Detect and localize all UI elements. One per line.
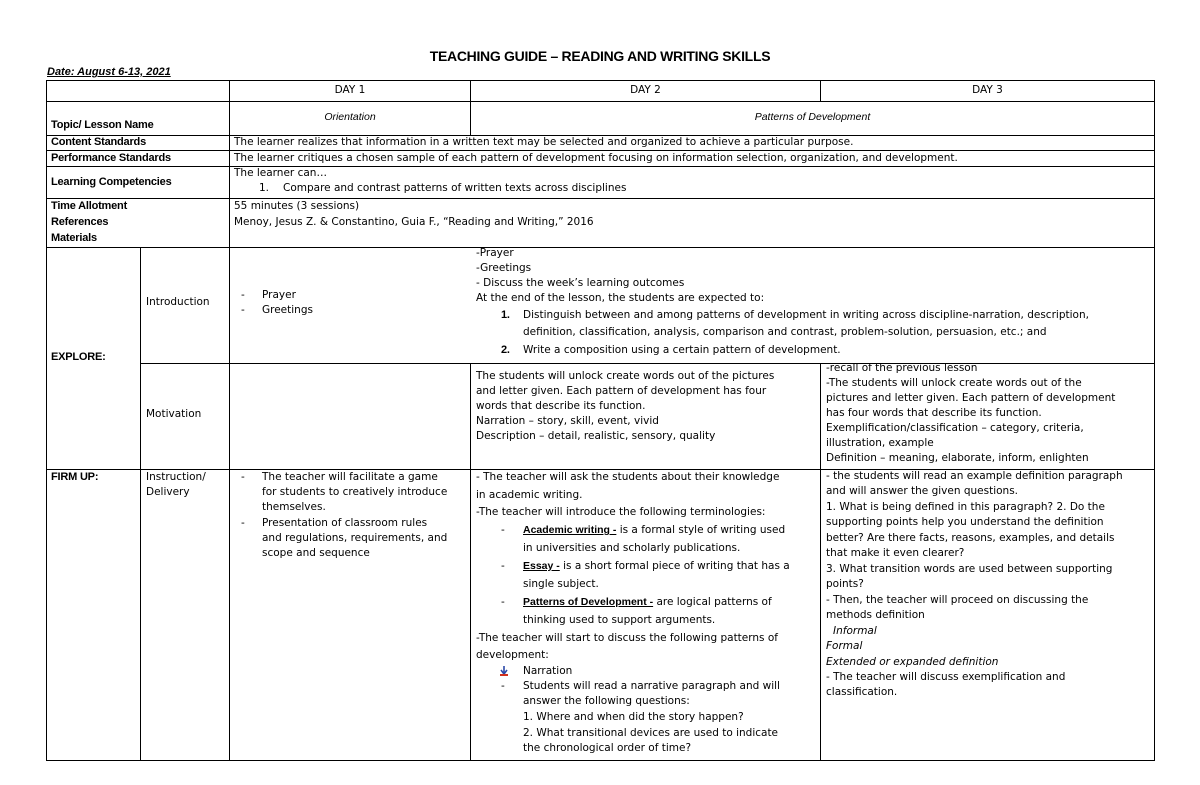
term-2-name: Essay -: [523, 560, 560, 572]
motivation-day2-line: The students will unlock create words out of the pictures: [476, 370, 775, 382]
firm-day1-b2: Presentation of classroom rules: [262, 517, 428, 529]
intro-day2-line: -Prayer: [476, 247, 514, 259]
narration-instruction: Students will read a narrative paragraph and will: [523, 680, 780, 692]
learning-competencies-intro: The learner can…: [234, 167, 327, 179]
firm-day1-b2: scope and sequence: [262, 547, 370, 559]
motivation-day3-line: -recall of the previous lesson: [826, 362, 978, 374]
firm-day3-line: and will answer the given questions.: [826, 485, 1019, 497]
objective-2-num: 2.: [501, 344, 510, 356]
firm-day1-dash-2: -: [241, 517, 245, 529]
term-3-def-cont: thinking used to support arguments.: [523, 614, 716, 626]
table-border-top: [46, 80, 1155, 81]
firm-day3-last-cont: classification.: [826, 686, 898, 698]
motivation-day3-line: illustration, example: [826, 437, 934, 449]
content-standards-text: The learner realizes that information in a written text may be selected and organized to achieve a particular purpose.: [234, 136, 854, 148]
day2-header: DAY 2: [630, 84, 661, 96]
motivation-label: Motivation: [146, 408, 202, 420]
definition-informal: Informal: [833, 625, 877, 637]
firm-day1-dash-1: -: [241, 471, 245, 483]
firm-day2-line: development:: [476, 649, 549, 661]
firm-day2-line: - The teacher will ask the students about their knowledge: [476, 471, 780, 483]
date-line: Date: August 6-13, 2021: [47, 66, 171, 78]
materials-label: Materials: [51, 232, 97, 244]
day1-header: DAY 1: [334, 84, 366, 96]
narration-question-1: 1. Where and when did the story happen?: [523, 711, 744, 723]
term-1-def-cont: in universities and scholarly publications.: [523, 542, 741, 554]
table-border-bottom: [46, 760, 1155, 761]
instruction-label: Instruction/: [146, 471, 206, 483]
learning-competencies-label: Learning Competencies: [51, 176, 172, 188]
term-2-def: is a short formal piece of writing that has a: [559, 560, 790, 572]
firm-day3-line: 1. What is being defined in this paragraph? 2. Do the: [826, 501, 1105, 513]
motivation-day2-line: and letter given. Each pattern of development has four: [476, 385, 767, 397]
firm-day3-line: methods definition: [826, 609, 925, 621]
delivery-label: Delivery: [146, 486, 190, 498]
motivation-day2-line: words that describe its function.: [476, 400, 646, 412]
firm-day1-b1: themselves.: [262, 501, 326, 513]
learning-competencies-num: 1.: [259, 182, 270, 194]
firm-day1-b1: for students to creatively introduce: [262, 486, 448, 498]
definition-formal: Formal: [826, 640, 863, 652]
narration-dash: -: [501, 680, 505, 692]
motivation-day3-line: Exemplification/classification – category, criteria,: [826, 422, 1084, 434]
definition-extended: Extended or expanded definition: [826, 656, 999, 668]
term-2-dash: -: [501, 560, 505, 572]
day3-header: DAY 3: [972, 84, 1003, 96]
references-label: References: [51, 216, 109, 228]
lesson-table: [46, 80, 1155, 761]
term-1-name: Academic writing -: [523, 524, 617, 536]
term-academic-writing: [523, 524, 785, 537]
motivation-day3-line: Definition – meaning, elaborate, inform, enlighten: [826, 452, 1089, 464]
intro-day1-dash-1: -: [241, 289, 245, 301]
intro-day1-prayer: Prayer: [262, 289, 296, 301]
term-1-dash: -: [501, 524, 505, 536]
explore-label: EXPLORE:: [51, 351, 106, 363]
motivation-day2-line: Description – detail, realistic, sensory, quality: [476, 430, 716, 442]
firm-day1-b2: and regulations, requirements, and: [262, 532, 448, 544]
topic-label: Topic/ Lesson Name: [51, 119, 154, 131]
firm-day2-line: -The teacher will start to discuss the following patterns of: [476, 632, 778, 644]
term-patterns: [523, 596, 772, 609]
narration-instruction-cont: answer the following questions:: [523, 695, 690, 707]
topic-day1: Orientation: [324, 111, 376, 123]
content-standards-label: Content Standards: [51, 136, 146, 148]
term-essay: [523, 560, 790, 573]
term-3-name: Patterns of Development -: [523, 596, 654, 608]
motivation-day3-line: -The students will unlock create words out of the: [826, 377, 1082, 389]
firm-day3-line: points?: [826, 578, 864, 590]
objective-2-text: Write a composition using a certain pattern of development.: [523, 344, 841, 356]
references-text: Menoy, Jesus Z. & Constantino, Guia F., “Reading and Writing,” 2016: [234, 216, 594, 228]
performance-standards-text: The learner critiques a chosen sample of each pattern of development focusing on information selection, organization, and development.: [234, 152, 958, 164]
term-1-def: is a formal style of writing used: [616, 524, 786, 536]
firm-day3-line: - the students will read an example definition paragraph: [826, 470, 1123, 482]
objective-1-text-cont: definition, classification, analysis, comparison and contrast, problem-solution, persuasion, etc.; and: [523, 326, 1047, 338]
term-3-def: are logical patterns of: [653, 596, 772, 608]
introduction-label: Introduction: [146, 296, 210, 308]
firm-day3-line: that make it even clearer?: [826, 547, 965, 559]
time-allotment-label: Time Allotment: [51, 200, 128, 212]
term-2-def-cont: single subject.: [523, 578, 599, 590]
firm-day3-line: 3. What transition words are used between supporting: [826, 563, 1113, 575]
firm-day3-line: - Then, the teacher will proceed on discussing the: [826, 594, 1089, 606]
intro-day1-greetings: Greetings: [262, 304, 313, 316]
pattern-narration: Narration: [523, 665, 573, 677]
firm-day3-line: supporting points help you understand the definition: [826, 516, 1104, 528]
objective-1-num: 1.: [501, 309, 510, 321]
intro-day2-line: -Greetings: [476, 262, 532, 274]
term-3-dash: -: [501, 596, 505, 608]
time-allotment-text: 55 minutes (3 sessions): [234, 200, 360, 212]
motivation-day3-line: has four words that describe its function.: [826, 407, 1042, 419]
firm-day3-line: better? Are there facts, reasons, examples, and details: [826, 532, 1115, 544]
learning-competencies-item: Compare and contrast patterns of written texts across disciplines: [283, 182, 627, 194]
firm-day2-line: in academic writing.: [476, 489, 583, 501]
topic-day2-3: Patterns of Development: [754, 111, 871, 123]
intro-day2-line: At the end of the lesson, the students are expected to:: [476, 292, 765, 304]
firm-day1-b1: The teacher will facilitate a game: [262, 471, 438, 483]
page-title: TEACHING GUIDE – READING AND WRITING SKILLS: [429, 48, 771, 64]
narration-question-2: 2. What transitional devices are used to indicate: [523, 727, 779, 739]
narration-question-2-cont: the chronological order of time?: [523, 742, 692, 754]
arrow-bullet-icon: [498, 665, 510, 681]
intro-day1-dash-2: -: [241, 304, 245, 316]
firm-up-label: FIRM UP:: [51, 471, 99, 483]
performance-standards-label: Performance Standards: [51, 152, 171, 164]
firm-day3-last: - The teacher will discuss exemplification and: [826, 671, 1066, 683]
intro-day2-line: - Discuss the week’s learning outcomes: [476, 277, 685, 289]
motivation-day2-line: Narration – story, skill, event, vivid: [476, 415, 659, 427]
motivation-day3-line: pictures and letter given. Each pattern of development: [826, 392, 1116, 404]
firm-day2-line: -The teacher will introduce the following terminologies:: [476, 506, 766, 518]
objective-1-text: Distinguish between and among patterns of development in writing across discipline-narration, description,: [523, 309, 1089, 321]
